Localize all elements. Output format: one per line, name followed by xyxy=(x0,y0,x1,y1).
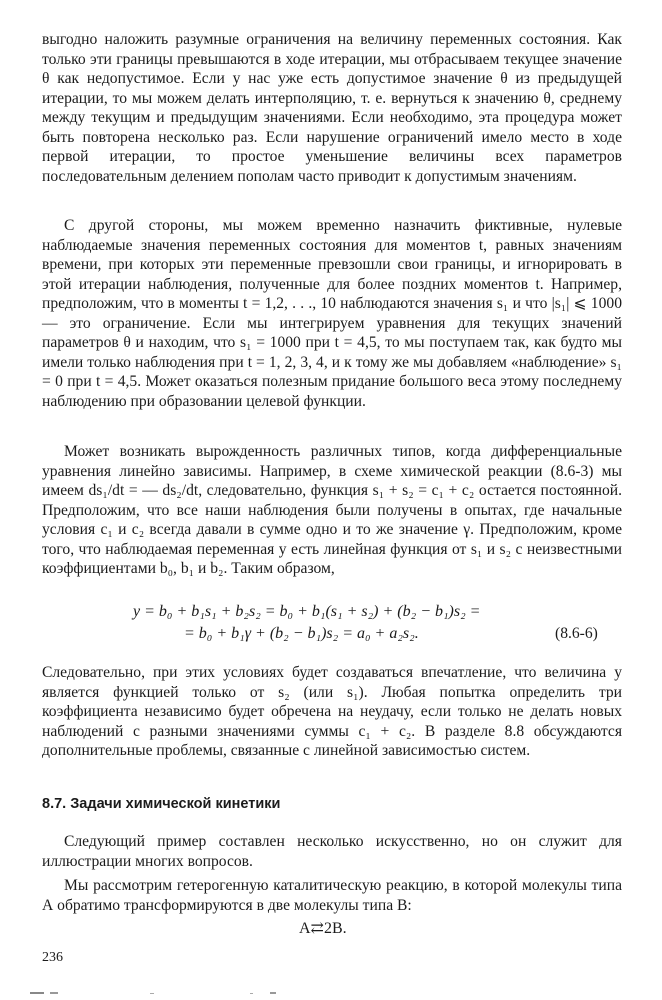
equation-line-1: y = b₀ + b₁s₁ + b₂s₂ = b₀ + b₁(s₁ + s₂) + (b₂ − b₁)s₂ = xyxy=(133,603,481,620)
scan-artifact-marks xyxy=(30,990,630,996)
paragraph-constraints: выгодно наложить разумные ограничения на величину переменных состояния. Как только эти границы превышаются в ходе итерации, мы отбрасываем текущее значение θ как недопустимое. Если у нас уже есть допустимое значение θ из предыдущей итерации, то мы можем делать интерполяцию, т. е. вернуться к значению θ, среднему между текущим и предыдущим значениями. Если необходимо, эта процедура может быть повторена несколько раз. Если нарушение ограничений имело место в ходе первой итерации, то простое уменьшение величины всех параметров последовательным делением пополам часто приводит к допустимым значениям. xyxy=(42,31,622,185)
section-heading: 8.7. Задачи химической кинетики xyxy=(42,796,281,812)
reaction-formula: A⇄2B. xyxy=(299,920,347,937)
equation-line-2: = b₀ + b₁γ + (b₂ − b₁)s₂ = a₀ + a₂s₂. xyxy=(184,625,419,642)
paragraph-degeneracy: Может возникать вырожденность различных типов, когда дифференциальные уравнения линейно зависимы. Например, в схеме химической реакции (8.6-3) мы имеем ds₁/dt = — ds₂/dt, следовательно, функция s₁ + s₂ = c₁ + c₂ остается постоянной. Предположим, что все наши наблюдения были получены в опытах, где начальные условия c₁ и c₂ всегда давали в сумме одно и то же значение γ. Предположим, кроме того, что наблюдаемая переменная y есть линейная функция от s₁ и s₂ с неизвестными коэффициентами b₀, b₁ и b₂. Таким образом, xyxy=(42,443,622,577)
paragraph-fictitious-observations: С другой стороны, мы можем временно назначить фиктивные, нулевые наблюдаемые значения переменных состояния для моментов t, равных значениям времени, при которых эти переменные превзошли свои границы, и игнорировать в этой итерации наблюдения, полученные для более поздних моментов t. Например, предположим, что в моменты t = 1,2, . . ., 10 наблюдаются значения s₁ и что |s₁| ⩽ 1000 — это ограничение. Если мы интегрируем уравнения для текущих значений параметров θ и находим, что s₁ = 1000 при t = 4,5, то мы поступаем так, как будто мы имели только наблюдения при t = 1, 2, 3, 4, и к тому же мы добавляем «наблюдение» s₁ = 0 при t = 4,5. Может оказаться полезным придание большого веса этому последнему наблюдению при образовании целевой функции. xyxy=(42,217,622,410)
page-number: 236 xyxy=(42,950,63,965)
paragraph-reaction-intro: Мы рассмотрим гетерогенную каталитическую реакцию, в которой молекулы типа А обратимо трансформируются в две молекулы типа В: xyxy=(42,877,622,914)
paragraph-consequence: Следовательно, при этих условиях будет создаваться впечатление, что величина y является функцией только от s₂ (или s₁). Любая попытка определить три коэффициента независимо будет обречена на неудачу, если только не делать новых наблюдений с разными значениями суммы c₁ + c₂. В разделе 8.8 обсуждаются дополнительные проблемы, связанные с линейной зависимостью систем. xyxy=(42,664,622,759)
paragraph-example-intro: Следующий пример составлен несколько искусственно, но он служит для иллюстрации многих вопросов. xyxy=(42,833,622,870)
equation-number: (8.6-6) xyxy=(555,625,598,642)
